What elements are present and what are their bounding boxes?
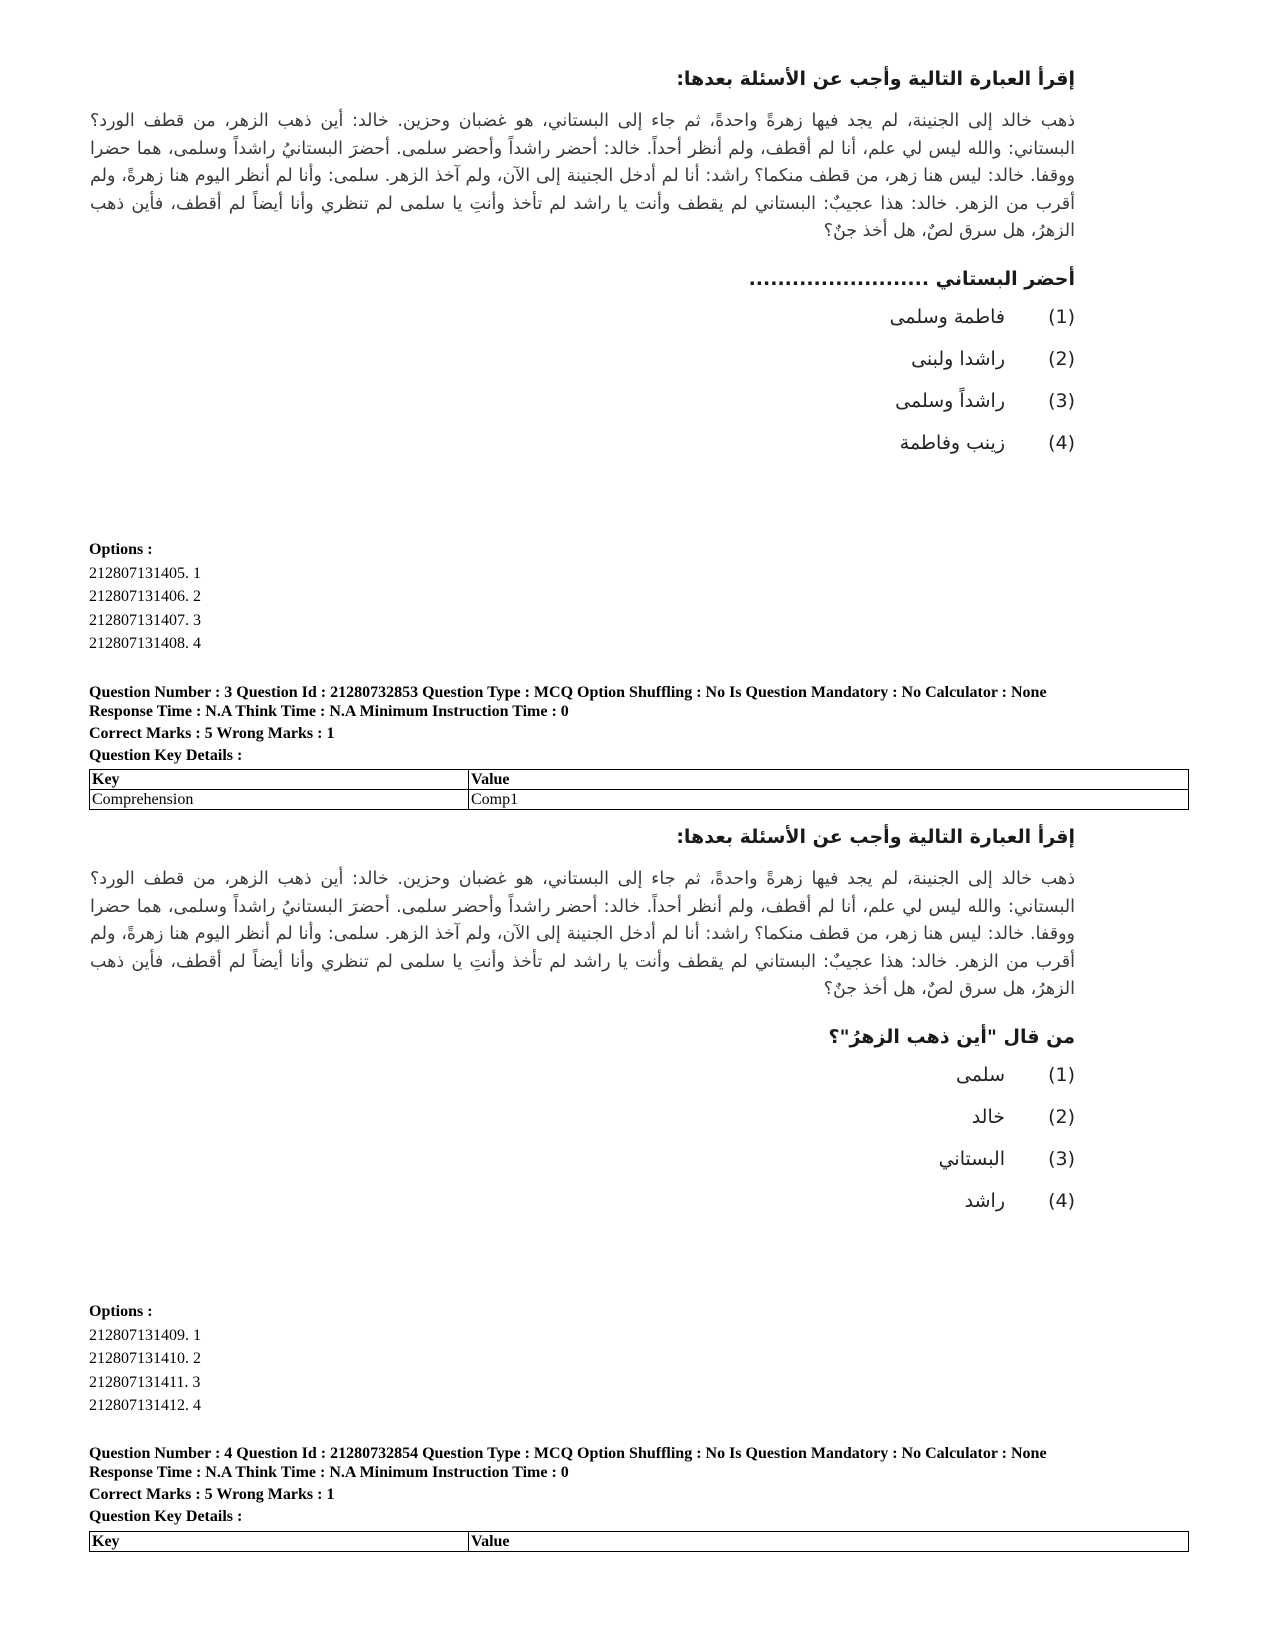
option-number: (1) (1048, 305, 1075, 328)
timing-info-line: Response Time : N.A Think Time : N.A Minimum Instruction Time : 0 (89, 703, 569, 720)
key-details-label: Question Key Details : (89, 747, 243, 764)
option-ids-1 (89, 538, 1189, 656)
answer-option-1 (90, 1064, 1075, 1106)
passage-heading: إقرأ العبارة التالية وأجب عن الأسئلة بعدها: (676, 826, 1075, 848)
answer-option-4 (90, 1190, 1075, 1232)
passage-text: ذهب خالد إلى الجنينة، لم يجد فيها زهرةً واحدةً، ثم جاء إلى البستاني، هو غضبان وحزين. خالد: أين ذهب الزهر، من قطف الورد؟ البستاني: والله ليس لي علم، أنا لم أقطف، ولم أنظر أحداً. خالد: أحضر راشداً وأحضر سلمى. أحضرَ البستانيُ راشداً وسلمى، هما حضرا ووقفا. خالد: ليس هنا زهر، من قطف منكما؟ راشد: أنا لم أدخل الجنينة إلى الآن، ولم آخذ الزهر. سلمى: وأنا لم أنظر اليوم هنا زهرةً، ولم أقرب من الزهر. خالد: هذا عجيبٌ: البستاني لم يقطف وأنت يا راشد لم تأخذ وأنتِ يا سلمى لم تنظري وأنا أيضاً لم أقطف، فأين ذهب الزهرُ، هل سرق لصٌ، هل أخذ جنٌ؟ (90, 111, 1075, 241)
answer-option-4 (90, 432, 1075, 474)
table-header-key: Key (90, 1532, 469, 1552)
arabic-passage-block-2 (90, 826, 1075, 1232)
timing-info-line: Response Time : N.A Think Time : N.A Minimum Instruction Time : 0 (89, 1464, 569, 1481)
question-text: من قال "أين ذهب الزهرُ"؟ (828, 1025, 1075, 1048)
passage-heading: إقرأ العبارة التالية وأجب عن الأسئلة بعدها: (676, 68, 1075, 90)
option-text: راشد (964, 1189, 1005, 1212)
table-header-row (90, 770, 1189, 790)
table-row (90, 790, 1189, 810)
answer-option-3 (90, 1148, 1075, 1190)
question-text: أحضر البستاني ......................... (748, 267, 1075, 290)
answer-options (90, 1064, 1075, 1232)
option-number: (2) (1048, 1105, 1075, 1128)
table-header-value: Value (469, 770, 1189, 790)
option-text: سلمى (955, 1063, 1005, 1086)
option-text: راشداً وسلمى (895, 389, 1005, 412)
option-number: (4) (1048, 1189, 1075, 1212)
question-info-line: Question Number : 4 Question Id : 21280732854 Question Type : MCQ Option Shuffling : No Is Question Mandatory : No Calculator : None (89, 1445, 1047, 1462)
question-4-key-table (89, 1531, 1189, 1552)
question-info-line: Question Number : 3 Question Id : 21280732853 Question Type : MCQ Option Shuffling : No Is Question Mandatory : No Calculator : None (89, 684, 1047, 701)
option-id: 212807131411. 3 (89, 1373, 201, 1391)
option-id: 212807131408. 4 (89, 635, 201, 652)
option-id: 212807131412. 4 (89, 1397, 201, 1414)
answer-option-2 (90, 1106, 1075, 1148)
table-header-row (90, 1532, 1189, 1552)
option-text: البستاني (938, 1147, 1005, 1170)
answer-options (90, 306, 1075, 474)
option-id: 212807131407. 3 (89, 611, 201, 629)
options-label: Options : (89, 541, 153, 558)
answer-option-2 (90, 348, 1075, 390)
option-number: (2) (1048, 347, 1075, 370)
option-number: (4) (1048, 431, 1075, 454)
option-number: (1) (1048, 1063, 1075, 1086)
question-3-key-table (89, 769, 1189, 810)
answer-option-1 (90, 306, 1075, 348)
option-id: 212807131405. 1 (89, 564, 201, 582)
key-details-label: Question Key Details : (89, 1508, 243, 1525)
marks-line: Correct Marks : 5 Wrong Marks : 1 (89, 1486, 335, 1503)
passage-text: ذهب خالد إلى الجنينة، لم يجد فيها زهرةً واحدةً، ثم جاء إلى البستاني، هو غضبان وحزين. خالد: أين ذهب الزهر، من قطف الورد؟ البستاني: والله ليس لي علم، أنا لم أقطف، ولم أنظر أحداً. خالد: أحضر راشداً وأحضر سلمى. أحضرَ البستانيُ راشداً وسلمى، هما حضرا ووقفا. خالد: ليس هنا زهر، من قطف منكما؟ راشد: أنا لم أدخل الجنينة إلى الآن، ولم آخذ الزهر. سلمى: وأنا لم أنظر اليوم هنا زهرةً، ولم أقرب من الزهر. خالد: هذا عجيبٌ: البستاني لم يقطف وأنت يا راشد لم تأخذ وأنتِ يا سلمى لم تنظري وأنا أيضاً لم أقطف، فأين ذهب الزهرُ، هل سرق لصٌ، هل أخذ جنٌ؟ (90, 869, 1075, 999)
options-label: Options : (89, 1303, 153, 1320)
table-header-value: Value (469, 1532, 1189, 1552)
option-number: (3) (1048, 389, 1075, 412)
option-ids-2 (89, 1300, 1189, 1418)
marks-line: Correct Marks : 5 Wrong Marks : 1 (89, 725, 335, 742)
table-cell-key: Comprehension (90, 790, 469, 810)
question-4-meta (89, 1444, 1189, 1526)
option-id: 212807131410. 2 (89, 1350, 201, 1367)
question-3-meta (89, 683, 1189, 765)
option-text: راشدا ولبنى (911, 347, 1005, 370)
option-text: خالد (971, 1105, 1005, 1128)
option-text: زينب وفاطمة (899, 431, 1005, 454)
option-id: 212807131406. 2 (89, 588, 201, 605)
table-header-key: Key (90, 770, 469, 790)
table-cell-value: Comp1 (469, 790, 1189, 810)
option-number: (3) (1048, 1147, 1075, 1170)
answer-option-3 (90, 390, 1075, 432)
option-text: فاطمة وسلمى (889, 305, 1005, 328)
option-id: 212807131409. 1 (89, 1326, 201, 1344)
arabic-passage-block-1 (90, 68, 1075, 474)
